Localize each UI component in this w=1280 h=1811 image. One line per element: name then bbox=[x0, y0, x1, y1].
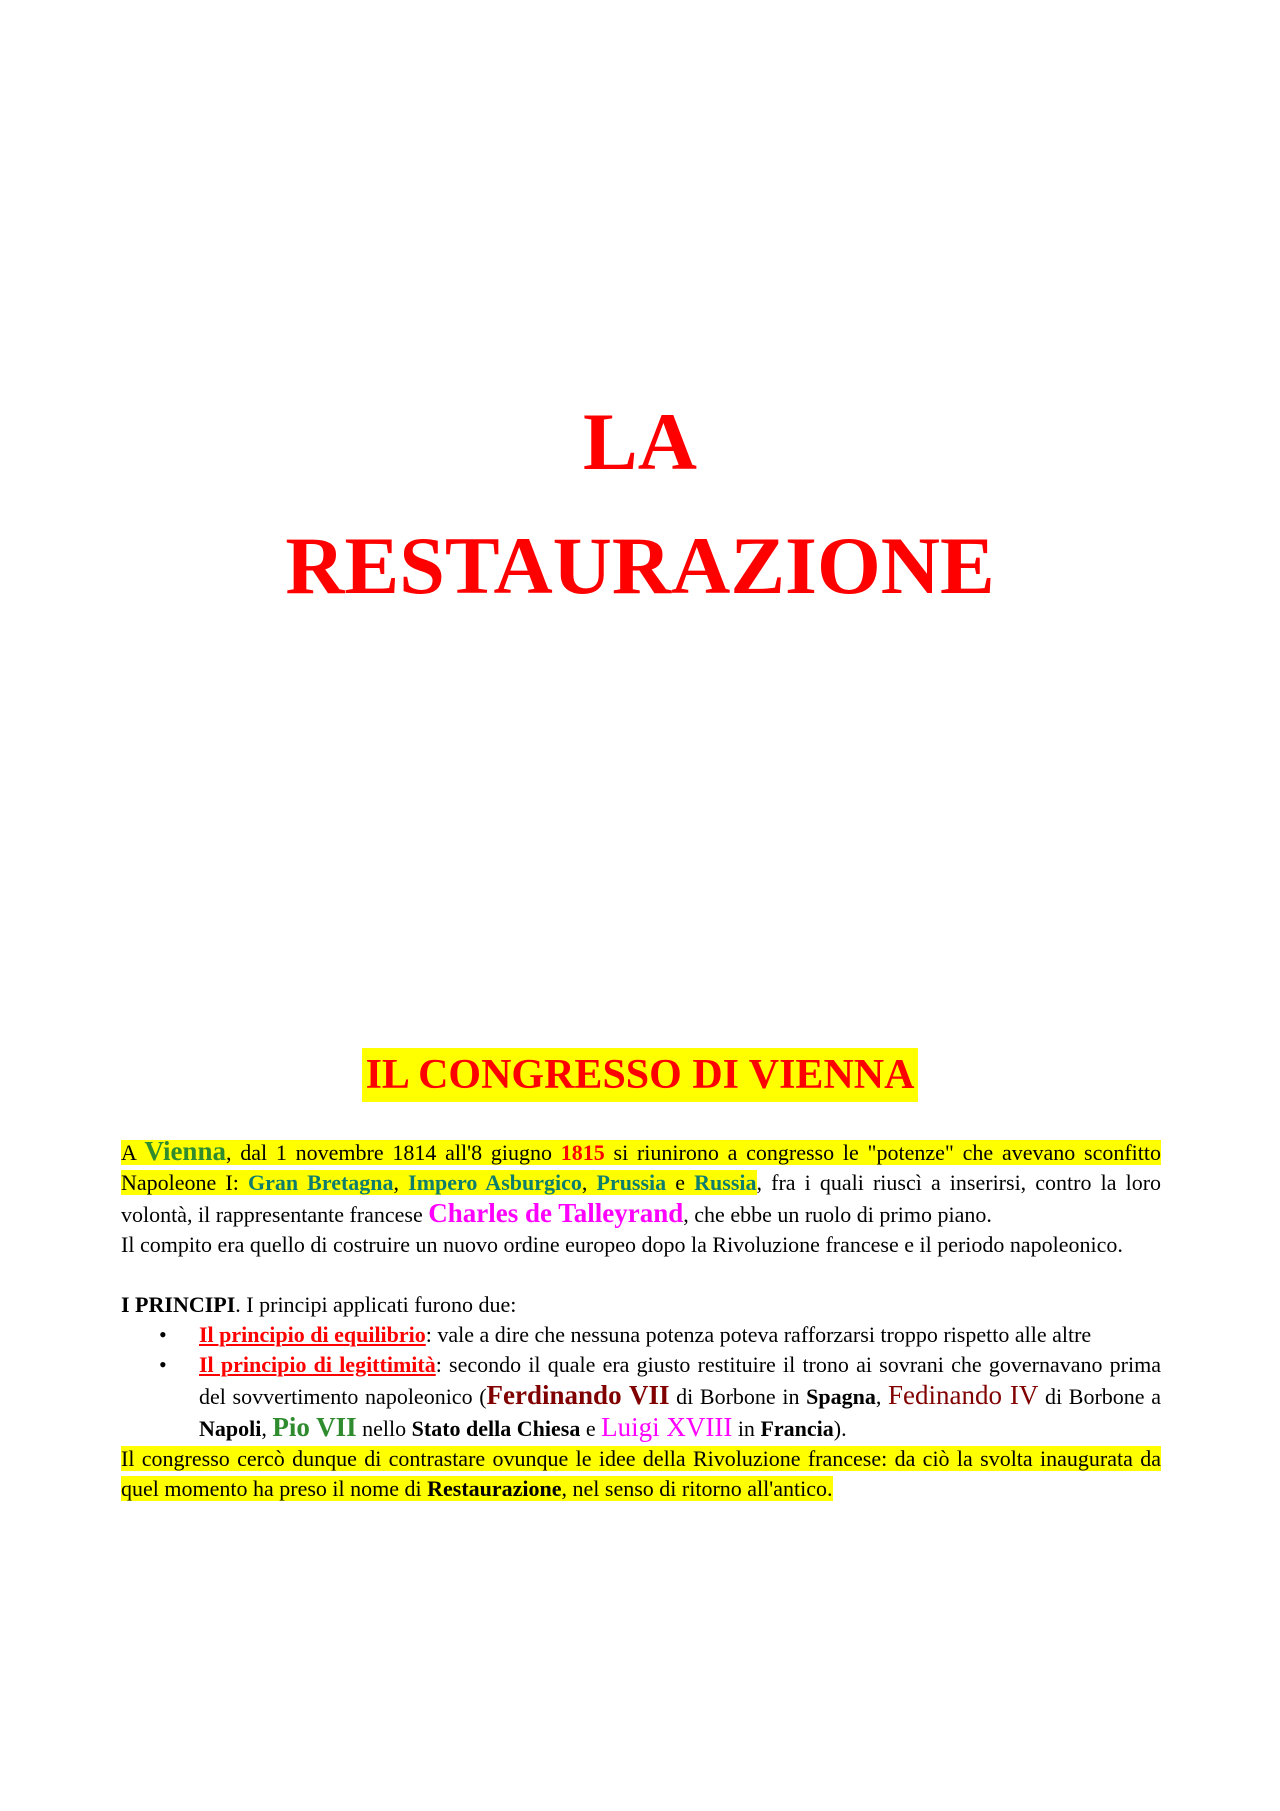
intro-paragraph bbox=[121, 1136, 1161, 1230]
principle-equilibrio: Il principio di equilibrio bbox=[199, 1322, 426, 1347]
text: A bbox=[121, 1140, 145, 1165]
section-header bbox=[0, 1048, 1280, 1102]
place-vienna: Vienna bbox=[144, 1136, 226, 1166]
text: nello bbox=[356, 1416, 412, 1441]
power-impero-asburgico: Impero Asburgico bbox=[408, 1170, 582, 1195]
term-restaurazione: Restaurazione bbox=[427, 1476, 562, 1501]
list-item bbox=[199, 1320, 1161, 1350]
text: , dal 1 novembre 1814 all'8 giugno bbox=[225, 1140, 561, 1165]
text: , bbox=[581, 1170, 597, 1195]
text: : vale a dire che nessuna potenza poteva rafforzarsi troppo rispetto alle altre bbox=[425, 1322, 1092, 1347]
text: in bbox=[732, 1416, 761, 1441]
title-line-2: RESTAURAZIONE bbox=[285, 520, 995, 611]
text: ). bbox=[833, 1416, 847, 1441]
text: Il congresso cercò dunque di contrastare ovunque le idee della Rivoluzione francese: da ciò la svolta inaugurata da quel momento ha preso il nome di bbox=[121, 1446, 1161, 1501]
text: di Borbone in bbox=[669, 1384, 807, 1409]
person-talleyrand: Charles de Talleyrand bbox=[428, 1198, 684, 1228]
document-title bbox=[0, 380, 1280, 628]
principles-list bbox=[121, 1320, 1161, 1444]
text: , che ebbe un ruolo di primo piano. bbox=[683, 1202, 992, 1227]
text: : secondo il quale era giusto restituire il trono ai sovrani che governavano prima del sovvertimento napoleonico ( bbox=[199, 1352, 1161, 1409]
place-stato-della-chiesa: Stato della Chiesa bbox=[411, 1416, 581, 1441]
text: , bbox=[393, 1170, 409, 1195]
year-1815: 1815 bbox=[560, 1140, 605, 1165]
ruler-luigi-xviii: Luigi XVIII bbox=[601, 1412, 733, 1442]
task-paragraph: Il compito era quello di costruire un nuovo ordine europeo dopo la Rivoluzione francese e il periodo napoleonico. bbox=[121, 1232, 1123, 1257]
conclusion-paragraph bbox=[121, 1444, 1161, 1504]
power-russia: Russia bbox=[694, 1170, 757, 1195]
text: , bbox=[261, 1416, 273, 1441]
principles-intro bbox=[121, 1290, 1161, 1320]
text: di Borbone a bbox=[1038, 1384, 1161, 1409]
title-line-1: LA bbox=[583, 396, 697, 487]
place-francia: Francia bbox=[760, 1416, 834, 1441]
text: , bbox=[875, 1384, 888, 1409]
ruler-ferdinando-vii: Ferdinando VII bbox=[486, 1380, 670, 1410]
list-item bbox=[199, 1350, 1161, 1444]
text: , nel senso di ritorno all'antico. bbox=[561, 1476, 833, 1501]
power-gran-bretagna: Gran Bretagna bbox=[247, 1170, 394, 1195]
text: . I principi applicati furono due: bbox=[235, 1292, 517, 1317]
ruler-pio-vii: Pio VII bbox=[272, 1412, 357, 1442]
text: si riunirono a congresso le "potenze" che avevano sconfitto Napoleone I: bbox=[121, 1140, 1161, 1195]
spacer bbox=[121, 1260, 1161, 1290]
section-title: IL CONGRESSO DI VIENNA bbox=[362, 1048, 919, 1102]
power-prussia: Prussia bbox=[596, 1170, 667, 1195]
text: , fra i quali riuscì a inserirsi, contro la loro volontà, il rappresentante francese bbox=[121, 1170, 1162, 1227]
ruler-fedinando-iv: Fedinando IV bbox=[888, 1380, 1039, 1410]
principles-heading: I PRINCIPI bbox=[121, 1292, 236, 1317]
text: e bbox=[666, 1170, 695, 1195]
text: e bbox=[580, 1416, 602, 1441]
principle-legittimita: Il principio di legittimità bbox=[199, 1352, 436, 1377]
document-body bbox=[121, 1136, 1161, 1504]
place-spagna: Spagna bbox=[806, 1384, 876, 1409]
place-napoli: Napoli bbox=[199, 1416, 262, 1441]
